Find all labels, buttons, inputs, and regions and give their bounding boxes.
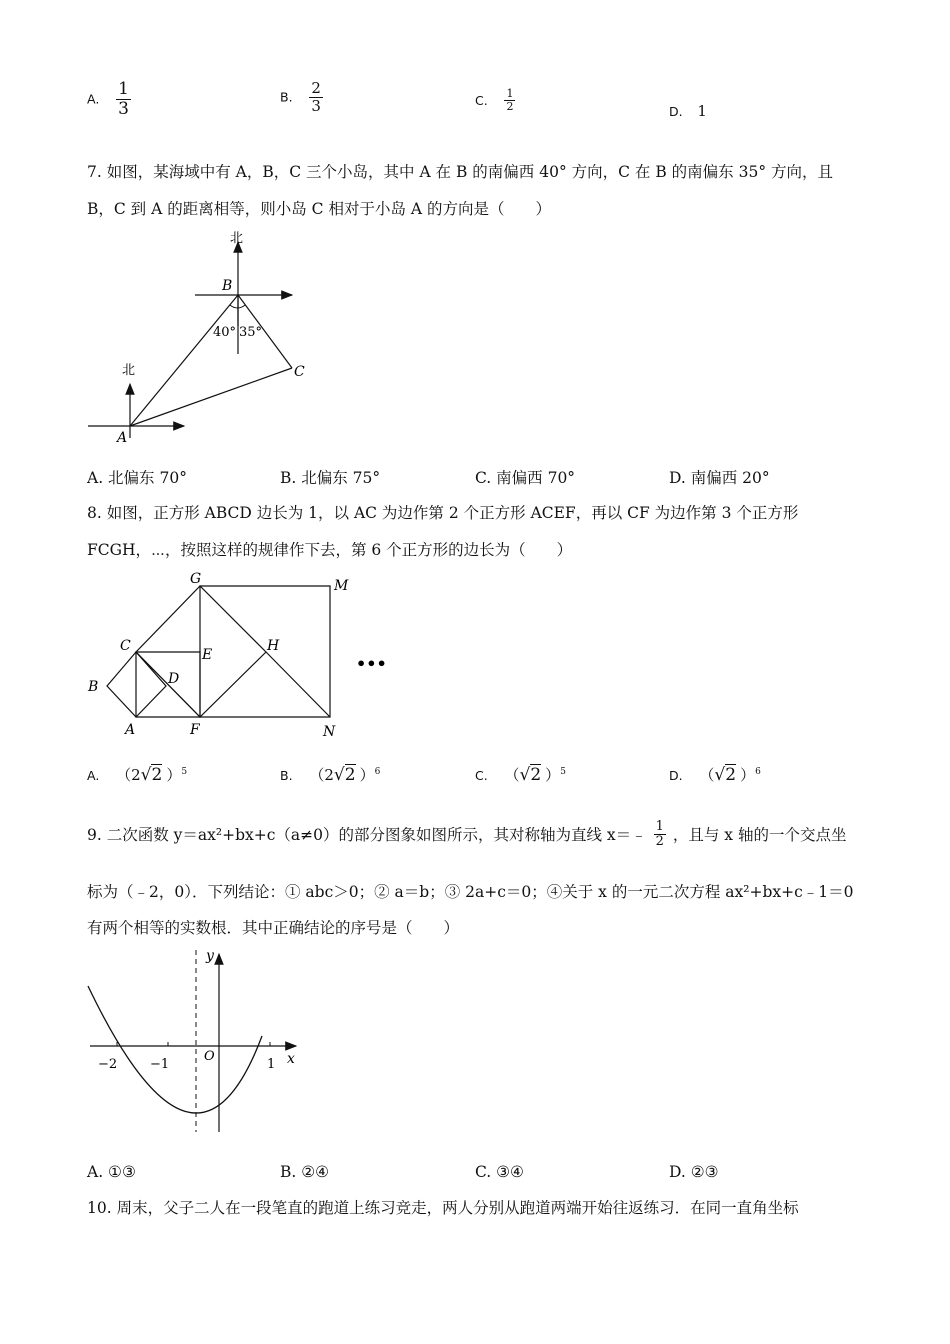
q9-option-d: D. ②③ [669,1163,719,1181]
q8-text-line1: 8. 如图，正方形 ABCD 边长为 1，以 AC 为边作第 2 个正方形 ACEF，再以 CF 为边作第 3 个正方形 [87,504,799,522]
q8-option-a: A. （2√2 ）$^5$ [87,765,188,785]
sqrt-icon: √ [333,765,345,785]
q8-text-line2: FCGH，⋯，按照这样的规律作下去，第 6 个正方形的边长为（ ） [87,541,573,559]
angle-arc-40 [230,305,238,308]
point-n-label: N [323,724,336,740]
q6-option-c: C. $\frac{1}{2}$ [475,87,514,114]
fraction: $\frac{1}{2}$ [655,819,664,850]
tick-label-1: 1 [267,1057,276,1072]
tick-label-neg1: −1 [150,1057,170,1072]
point-d-label: D [168,671,180,687]
angle-35-label: 35° [239,325,263,340]
point-g-label: G [190,571,202,587]
fraction: $\frac{1}{3}$ [118,79,129,119]
q7-text-line1: 7. 如图，某海域中有 A，B，C 三个小岛，其中 A 在 B 的南偏西 40° 方向，C 在 B 的南偏东 35° 方向，且 [87,163,833,181]
segment-hn [266,652,330,717]
q8-option-c: C. （√2 ）$^5$ [475,765,566,785]
point-c-label: C [120,638,131,654]
q6-option-d: D. 1 [669,102,707,120]
point-m-label: M [334,578,349,594]
q7-option-d: D. 南偏西 20° [669,469,770,487]
q6-option-b: B. $\frac{2}{3}$ [280,79,321,115]
point-f-label: F [190,722,200,738]
q9-text-line3: 有两个相等的实数根．其中正确结论的序号是（ ） [87,919,460,937]
point-a-label: A [125,722,136,738]
sqrt-icon: √ [140,765,152,785]
q10-text-line1: 10. 周末，父子二人在一段笔直的跑道上练习竞走，两人分别从跑道两端开始往返练习．在同一直角坐标 [87,1199,799,1217]
origin-label: O [204,1049,215,1064]
point-h-label: H [267,638,280,654]
fraction: $\frac{2}{3}$ [311,79,321,115]
q9-text-line2: 标为（﹣2，0）．下列结论：① abc＞0；② a＝b；③ 2a+c＝0；④关于 x 的一元二次方程 ax²+bx+c﹣1＝0 [87,883,854,901]
angle-arc-35 [238,305,245,308]
point-a-label: A [117,430,128,446]
q8-figure [80,566,400,742]
q9-figure [80,942,320,1138]
tick-label-neg2: −2 [98,1057,118,1072]
q7-figure [80,228,320,450]
point-c-label: C [294,364,305,380]
q8-option-d: D. （√2 ）$^6$ [669,765,761,785]
q9-option-a: A. ①③ [87,1163,136,1181]
q9-option-b: B. ②④ [280,1163,330,1181]
fraction: $\frac{1}{2}$ [506,87,514,114]
q7-text-line2: B，C 到 A 的距离相等，则小岛 C 相对于小岛 A 的方向是（ ） [87,200,551,218]
point-b-label: B [88,679,99,695]
q7-option-b: B. 北偏东 75° [280,469,381,487]
q9-option-c: C. ③④ [475,1163,524,1181]
point-e-label: E [202,647,213,663]
y-axis-label: y [206,948,214,964]
q7-option-a: A. 北偏东 70° [87,469,187,487]
angle-40-label: 40° [213,325,237,340]
sqrt-icon: √ [519,765,531,785]
q8-option-b: B. （2√2 ）$^6$ [280,765,381,785]
north-label-a: 北 [122,363,136,378]
north-label-b: 北 [230,231,244,246]
q7-option-c: C. 南偏西 70° [475,469,576,487]
sqrt-icon: √ [714,765,726,785]
x-axis-label: x [287,1051,295,1067]
q6-option-a: A. $\frac{1}{3}$ [87,79,129,119]
point-b-label: B [222,278,233,294]
continuation-dots: ••• [356,654,387,673]
parabola-curve [88,986,262,1113]
q9-text-line1: 9. 二次函数 y＝ax²+bx+c（a≠0）的部分图象如图所示，其对称轴为直线 x＝﹣ $\frac{1}{2}$ ，且与 x 轴的一个交点坐 [87,819,847,850]
